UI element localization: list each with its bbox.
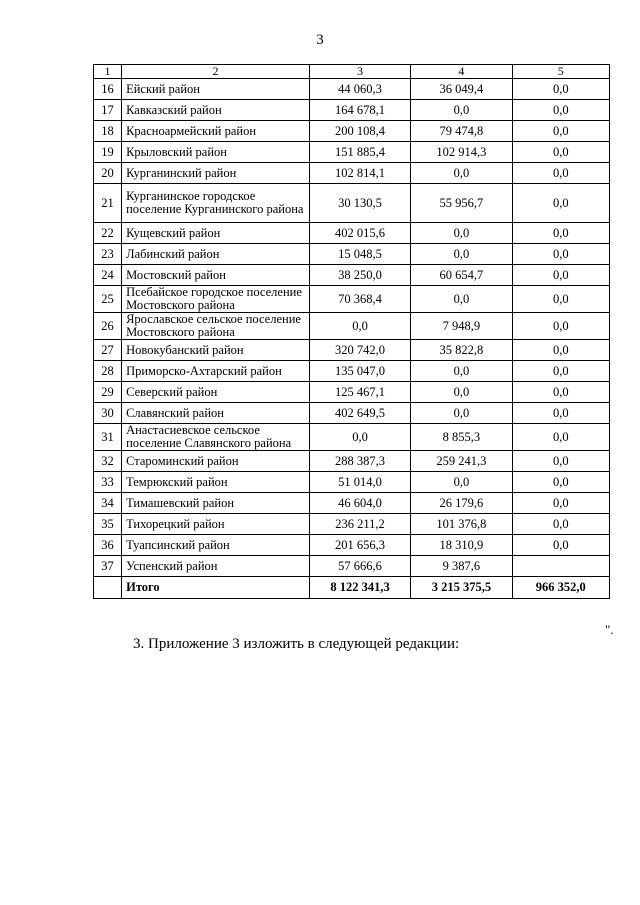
cell-n: 27	[94, 340, 122, 361]
header-cell: 2	[122, 65, 310, 79]
cell-v5: 0,0	[512, 142, 609, 163]
cell-name: Кавказский район	[122, 100, 310, 121]
cell-name: Крыловский район	[122, 142, 310, 163]
cell-n: 28	[94, 361, 122, 382]
cell-v5: 0,0	[512, 100, 609, 121]
cell-v3: 30 130,5	[309, 184, 410, 223]
cell-v3: 288 387,3	[309, 451, 410, 472]
cell-v4: 0,0	[411, 100, 512, 121]
cell-name: Славянский район	[122, 403, 310, 424]
cell-v4: 7 948,9	[411, 313, 512, 340]
cell-v4: 0,0	[411, 382, 512, 403]
cell-n: 36	[94, 535, 122, 556]
cell-n: 21	[94, 184, 122, 223]
cell-v5: 0,0	[512, 535, 609, 556]
cell-v3: 70 368,4	[309, 286, 410, 313]
cell-v5	[512, 556, 609, 577]
cell-v3: 0,0	[309, 313, 410, 340]
cell-n: 24	[94, 265, 122, 286]
cell-n: 23	[94, 244, 122, 265]
cell-v5: 0,0	[512, 361, 609, 382]
cell-v5: 0,0	[512, 121, 609, 142]
cell-n: 29	[94, 382, 122, 403]
cell-name: Тимашевский район	[122, 493, 310, 514]
cell-v3: 135 047,0	[309, 361, 410, 382]
cell-v3: 46 604,0	[309, 493, 410, 514]
table-row	[94, 142, 610, 163]
cell-v4: 259 241,3	[411, 451, 512, 472]
table-row	[94, 244, 610, 265]
cell-name: Северский район	[122, 382, 310, 403]
cell-v3: 236 211,2	[309, 514, 410, 535]
cell-name: Приморско-Ахтарский район	[122, 361, 310, 382]
cell-v5: 0,0	[512, 286, 609, 313]
cell-v4: 0,0	[411, 244, 512, 265]
cell-name: Анастасиевское сельское поселение Славянского района	[122, 424, 310, 451]
total-cell-v5: 966 352,0	[512, 577, 609, 599]
cell-n: 33	[94, 472, 122, 493]
cell-v4: 79 474,8	[411, 121, 512, 142]
table-header-row	[94, 65, 610, 79]
table-total-row	[94, 577, 610, 599]
cell-n: 20	[94, 163, 122, 184]
cell-v3: 0,0	[309, 424, 410, 451]
table-row	[94, 286, 610, 313]
cell-v5: 0,0	[512, 382, 609, 403]
total-cell-n	[94, 577, 122, 599]
cell-v3: 201 656,3	[309, 535, 410, 556]
header-cell: 3	[309, 65, 410, 79]
cell-name: Темрюкский район	[122, 472, 310, 493]
table-row	[94, 472, 610, 493]
table-row	[94, 403, 610, 424]
cell-name: Тихорецкий район	[122, 514, 310, 535]
cell-name: Лабинский район	[122, 244, 310, 265]
cell-v5: 0,0	[512, 493, 609, 514]
cell-v4: 0,0	[411, 163, 512, 184]
header-cell: 4	[411, 65, 512, 79]
cell-v4: 0,0	[411, 472, 512, 493]
cell-v4: 0,0	[411, 286, 512, 313]
cell-v4: 18 310,9	[411, 535, 512, 556]
cell-v4: 0,0	[411, 223, 512, 244]
cell-v5: 0,0	[512, 79, 609, 100]
cell-v5: 0,0	[512, 451, 609, 472]
cell-v3: 125 467,1	[309, 382, 410, 403]
cell-v3: 402 015,6	[309, 223, 410, 244]
table-row	[94, 121, 610, 142]
table-row	[94, 361, 610, 382]
cell-v3: 38 250,0	[309, 265, 410, 286]
table-row	[94, 265, 610, 286]
cell-name: Ярославское сельское поселение Мостовского района	[122, 313, 310, 340]
cell-v3: 164 678,1	[309, 100, 410, 121]
cell-name: Туапсинский район	[122, 535, 310, 556]
cell-n: 22	[94, 223, 122, 244]
cell-v4: 0,0	[411, 361, 512, 382]
cell-v4: 102 914,3	[411, 142, 512, 163]
cell-name: Успенский район	[122, 556, 310, 577]
table-row	[94, 184, 610, 223]
cell-v4: 60 654,7	[411, 265, 512, 286]
cell-v3: 44 060,3	[309, 79, 410, 100]
cell-name: Кущевский район	[122, 223, 310, 244]
table-row	[94, 163, 610, 184]
table-row	[94, 514, 610, 535]
table-row	[94, 79, 610, 100]
cell-v5: 0,0	[512, 340, 609, 361]
table-row	[94, 223, 610, 244]
table-row	[94, 100, 610, 121]
cell-n: 30	[94, 403, 122, 424]
cell-v5: 0,0	[512, 265, 609, 286]
cell-v3: 151 885,4	[309, 142, 410, 163]
total-cell-v3: 8 122 341,3	[309, 577, 410, 599]
cell-name: Красноармейский район	[122, 121, 310, 142]
cell-v5: 0,0	[512, 223, 609, 244]
cell-n: 37	[94, 556, 122, 577]
cell-name: Псебайское городское поселение Мостовского района	[122, 286, 310, 313]
table-row	[94, 451, 610, 472]
cell-v3: 51 014,0	[309, 472, 410, 493]
cell-v4: 35 822,8	[411, 340, 512, 361]
cell-v4: 36 049,4	[411, 79, 512, 100]
cell-n: 31	[94, 424, 122, 451]
cell-name: Курганинское городское поселение Курганинского района	[122, 184, 310, 223]
table-row	[94, 424, 610, 451]
cell-v3: 200 108,4	[309, 121, 410, 142]
table-body	[94, 65, 610, 599]
cell-n: 25	[94, 286, 122, 313]
cell-v3: 15 048,5	[309, 244, 410, 265]
table-row	[94, 340, 610, 361]
cell-v3: 402 649,5	[309, 403, 410, 424]
header-cell: 1	[94, 65, 122, 79]
total-cell-v4: 3 215 375,5	[411, 577, 512, 599]
cell-n: 26	[94, 313, 122, 340]
cell-v3: 102 814,1	[309, 163, 410, 184]
total-cell-name: Итого	[122, 577, 310, 599]
table-row	[94, 382, 610, 403]
table-row	[94, 493, 610, 514]
cell-n: 18	[94, 121, 122, 142]
cell-v5: 0,0	[512, 472, 609, 493]
cell-name: Староминский район	[122, 451, 310, 472]
cell-n: 19	[94, 142, 122, 163]
table-row	[94, 535, 610, 556]
cell-v3: 57 666,6	[309, 556, 410, 577]
cell-n: 16	[94, 79, 122, 100]
cell-v4: 101 376,8	[411, 514, 512, 535]
cell-name: Ейский район	[122, 79, 310, 100]
cell-name: Новокубанский район	[122, 340, 310, 361]
data-table	[93, 64, 610, 599]
cell-v4: 55 956,7	[411, 184, 512, 223]
table-row	[94, 556, 610, 577]
cell-n: 32	[94, 451, 122, 472]
cell-v4: 9 387,6	[411, 556, 512, 577]
cell-v4: 8 855,3	[411, 424, 512, 451]
cell-name: Курганинский район	[122, 163, 310, 184]
cell-v5: 0,0	[512, 184, 609, 223]
page-number: 3	[316, 32, 324, 48]
cell-n: 34	[94, 493, 122, 514]
cell-v5: 0,0	[512, 313, 609, 340]
closing-quote: ".	[605, 622, 614, 637]
cell-v5: 0,0	[512, 403, 609, 424]
cell-v4: 0,0	[411, 403, 512, 424]
cell-name: Мостовский район	[122, 265, 310, 286]
cell-n: 17	[94, 100, 122, 121]
header-cell: 5	[512, 65, 609, 79]
cell-v3: 320 742,0	[309, 340, 410, 361]
cell-v4: 26 179,6	[411, 493, 512, 514]
amendment-paragraph: 3. Приложение 3 изложить в следующей редакции:	[133, 636, 460, 652]
table-row	[94, 313, 610, 340]
cell-n: 35	[94, 514, 122, 535]
cell-v5: 0,0	[512, 244, 609, 265]
cell-v5: 0,0	[512, 163, 609, 184]
cell-v5: 0,0	[512, 424, 609, 451]
cell-v5: 0,0	[512, 514, 609, 535]
